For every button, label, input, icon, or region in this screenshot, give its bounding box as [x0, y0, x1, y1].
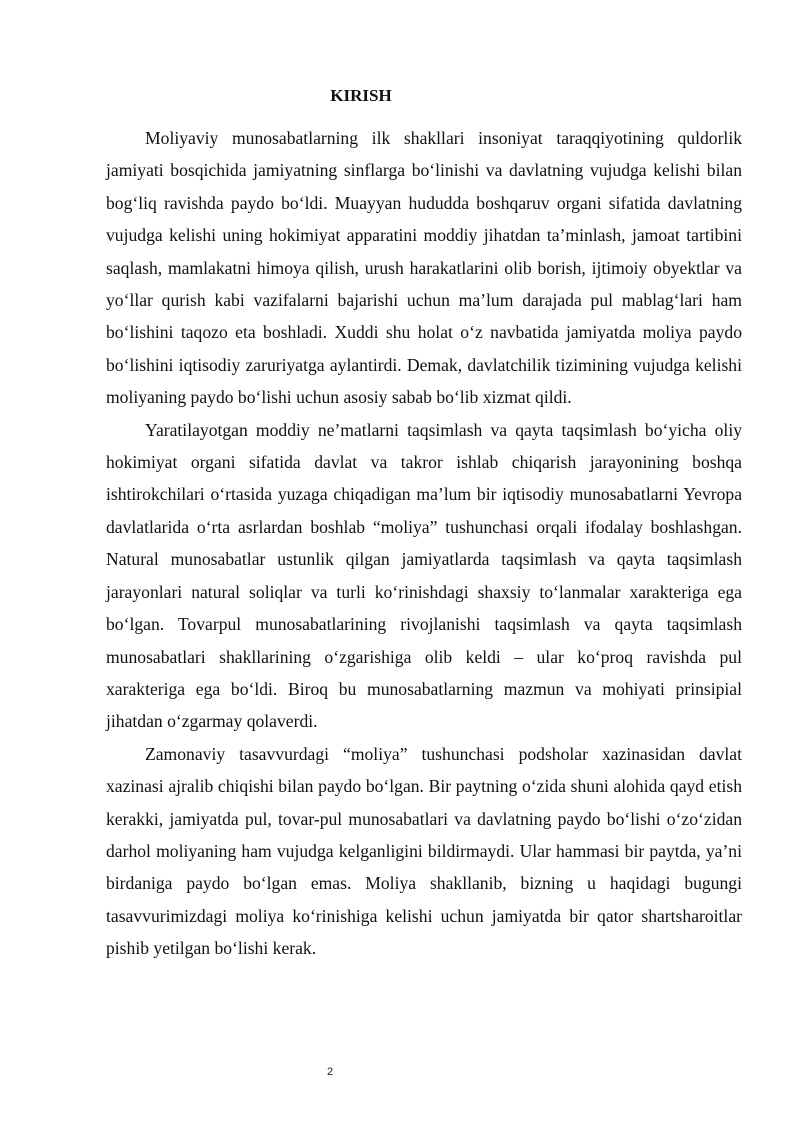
page-title: KIRISH — [330, 86, 392, 105]
document-body — [106, 122, 742, 965]
paragraph-2: Yaratilayotgan moddiy ne’matlarni taqsimlash va qayta taqsimlash bo‘yicha oliy hokimiyat organi sifatida davlat va takror ishlab chiqarish jarayonining boshqa ishtirokchilari o‘rtasida yuzaga chiqadigan ma’lum bir iqtisodiy munosabatlarni Yevropa davlatlarida o‘rta asrlardan boshlab “moliya” tushunchasi orqali ifodalay boshlashgan. Natural munosabatlar ustunlik qilgan jamiyatlarda taqsimlash va qayta taqsimlash jarayonlari natural soliqlar va turli ko‘rinishdagi shaxsiy to‘lanmalar xarakteriga ega bo‘lgan. Tovarpul munosabatlarining rivojlanishi taqsimlash va qayta taqsimlash munosabatlari shakllarining o‘zgarishiga olib keldi – ular ko‘proq ravishda pul xarakteriga ega bo‘ldi. Biroq bu munosabatlarning mazmun va mohiyati prinsipial jihatdan o‘zgarmay qolaverdi. — [106, 419, 742, 732]
paragraph-1: Moliyaviy munosabatlarning ilk shakllari insoniyat taraqqiyotining quldorlik jamiyati bosqichida jamiyatning sinflarga bo‘linishi va davlatning vujudga kelishi bilan bog‘liq ravishda paydo bo‘ldi. Muayyan hududda boshqaruv organi sifatida davlatning vujudga kelishi uning hokimiyat apparatini moddiy jihatdan ta’minlash, jamoat tartibini saqlash, mamlakatni himoya qilish, urush harakatlarini olib borish, ijtimoiy obyektlar va yo‘llar qurish kabi vazifalarni bajarishi uchun ma’lum darajada pul mablag‘lari ham bo‘lishini taqozo eta boshladi. Xuddi shu holat o‘z navbatida jamiyatda moliya paydo bo‘lishini iqtisodiy zaruriyatga aylantirdi. Demak, davlatchilik tizimining vujudga kelishi moliyaning paydo bo‘lishi uchun asosiy sabab bo‘lib xizmat qildi. — [106, 128, 742, 408]
page-number: 2 — [326, 1066, 334, 1078]
paragraph-3: Zamonaviy tasavvurdagi “moliya” tushunchasi podsholar xazinasidan davlat xazinasi ajralib chiqishi bilan paydo bo‘lgan. Bir paytning o‘zida shuni alohida qayd etish kerakki, jamiyatda pul, tovar-pul munosabatlari va davlatning paydo bo‘lishi o‘zo‘zidan darhol moliyaning ham vujudga kelganligini bildirmaydi. Ular hammasi bir paytda, ya’ni birdaniga paydo bo‘lgan emas. Moliya shakllanib, bizning u haqidagi bugungi tasavvurimizdagi moliya ko‘rinishiga kelishi uchun jamiyatda bir qator shartsharoitlar pishib yetilgan bo‘lishi kerak. — [106, 743, 742, 959]
